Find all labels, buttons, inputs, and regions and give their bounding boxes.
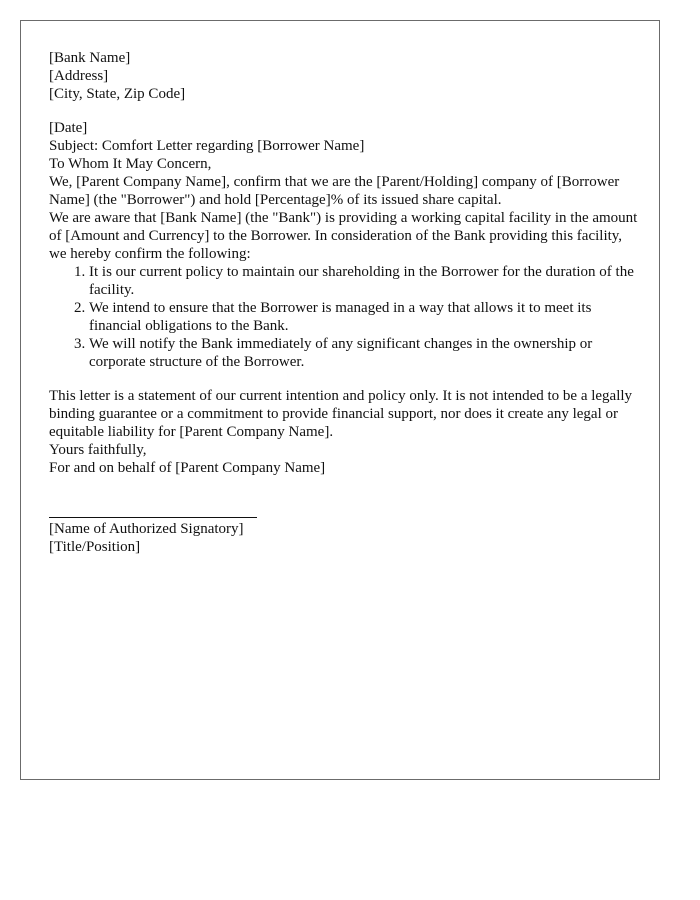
confirmation-item-1: 1. It is our current policy to maintain our shareholding in the Borrower for the duration of the facility.	[89, 263, 639, 299]
signatory-name: [Name of Authorized Signatory]	[49, 521, 244, 537]
letter-closing: Yours faithfully,	[49, 442, 147, 458]
paragraph-disclaimer: This letter is a statement of our current intention and policy only. It is not intended to be a legally binding guarantee or a commitment to provide financial support, nor does it create any legal or equitable liability for [Parent Company Name].	[49, 388, 633, 440]
letter-body	[49, 49, 639, 556]
letter-subject: Subject: Comfort Letter regarding [Borrower Name]	[49, 138, 365, 154]
paragraph-awareness: We are aware that [Bank Name] (the "Bank") is providing a working capital facility in the amount of [Amount and Currency] to the Borrower. In consideration of the Bank providing this facility, we hereby confirm the following:	[49, 210, 638, 262]
signatory-title: [Title/Position]	[49, 539, 141, 555]
letter-page	[20, 20, 660, 780]
confirmation-item-3: 3. We will notify the Bank immediately of any significant changes in the ownership or corporate structure of the Borrower.	[89, 335, 639, 371]
on-behalf-line: For and on behalf of [Parent Company Name]	[49, 460, 326, 476]
sender-city-state-zip: [City, State, Zip Code]	[49, 86, 186, 102]
letter-date: [Date]	[49, 120, 88, 136]
signatory-block	[49, 520, 639, 556]
confirmation-list	[49, 263, 639, 371]
sender-address-block	[49, 49, 639, 103]
sender-bank-name: [Bank Name]	[49, 50, 131, 66]
confirmation-item-2: 2. We intend to ensure that the Borrower is managed in a way that allows it to meet its financial obligations to the Bank.	[89, 299, 639, 335]
signature-space	[49, 477, 639, 517]
letter-salutation: To Whom It May Concern,	[49, 156, 212, 172]
sender-address: [Address]	[49, 68, 109, 84]
paragraph-intro: We, [Parent Company Name], confirm that we are the [Parent/Holding] company of [Borrower Name] (the "Borrower") and hold [Percentage]% of its issued share capital.	[49, 174, 620, 208]
signature-line	[49, 517, 257, 518]
